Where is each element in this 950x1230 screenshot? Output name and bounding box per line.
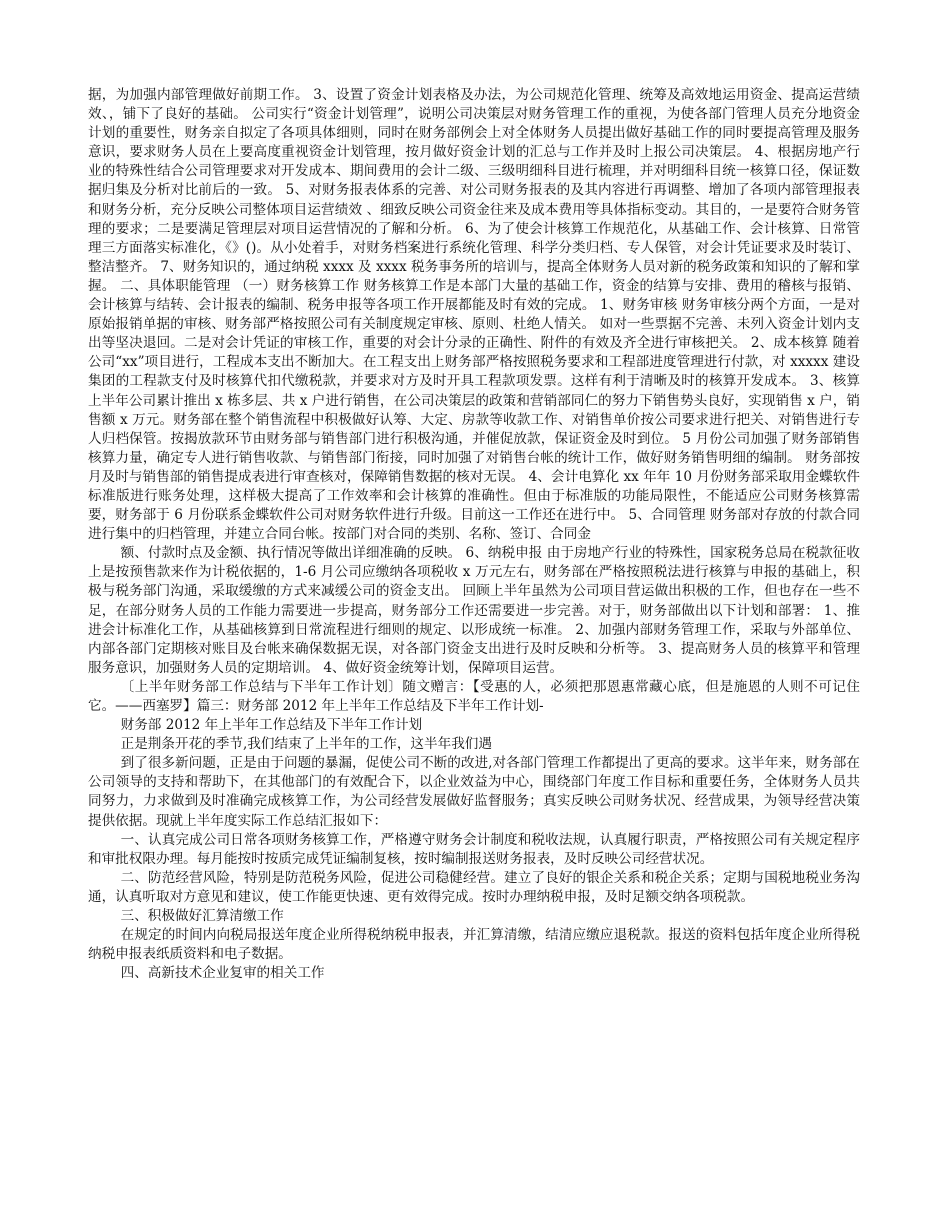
paragraph-intro-line: 正是荆条开花的季节,我们结束了上半年的工作，这半年我们遇 [120, 736, 492, 753]
paragraph-item-1: 一、认真完成公司日常各项财务核算工作，严格遵守财务会计制度和税收法规，认真履行职责，严格按照公司有关规定程序和审批权限办理。每月能按时按质完成凭证编制复核，按时编制报送财务报表，及时反映公司经营状况。 [88, 831, 860, 867]
heading-item-4: 四、高新技术企业复审的相关工作 [120, 965, 325, 982]
section-title: 财务部 2012 年上半年工作总结及下半年工作计划 [120, 717, 423, 734]
paragraph-item-2: 二、防范经营风险，特别是防范税务风险，促进公司稳健经营。建立了良好的银企关系和税企关系；定期与国税地税业务沟通，认真听取对方意见和建议，使工作能更快速、更有效得完成。按时办理纳税申报，及时足额交纳各项税款。 [88, 869, 860, 905]
document-page [88, 86, 860, 983]
heading-item-3: 三、积极做好汇算清缴工作 [120, 908, 284, 925]
paragraph-intro-body: 到了很多新问题，正是由于问题的暴漏，促使公司不断的改进,对各部门管理工作都提出了更高的要求。这半年来，财务部在公司领导的支持和帮助下，在其他部门的有效配合下，以企业效益为中心，围绕部门年度工作目标和重要任务，全体财务人员共同努力，力求做到及时准确完成核算工作，为公司经营发展做好监督服务；真实反映公司财务状况、经营成果，为领导经营决策提供依据。现就上半年度实际工作总结汇报如下： [88, 755, 860, 829]
paragraph-tax-and-plan: 额、付款时点及金额、执行情况等做出详细准确的反映。 6、纳税申报 由于房地产行业的特殊性，国家税务总局在税款征收上是按预售款来作为计税依据的，1-6 月公司应缴纳各项税收 x 万元左右，财务部在严格按照税法进行核算与申报的基础上，积极与税务部门沟通，采取缓缴的方式来减缓公司的资金支出。 回顾上半年虽然为公司项目营运做出积极的工作，但也存在一些不足，在部分财务人员的工作能力需要进一步提高，财务部分工作还需要进一步完善。对于，财务部做出以下计划和部署： 1、推进会计标准化工作，从基础核算到日常流程进行细则的规定、以形成统一标准。 2、加强内部财务管理工作，采取与外部单位、内部各部门定期核对账目及台帐来确保数据无误，对各部门资金支出进行及时反映和分析等。 3、提高财务人员的核算平和管理服务意识，加强财务人员的定期培训。 4、做好资金统筹计划，保障项目运营。 [88, 545, 860, 676]
paragraph-work-summary: 据，为加强内部管理做好前期工作。 3、设置了资金计划表格及办法，为公司规范化管理、统筹及高效地运用资金、提高运营绩效、，铺下了良好的基础。 公司实行“资金计划管理”，说明公司决策层对财务管理工作的重视，为使各部门管理人员充分地资金计划的重要性，财务亲自拟定了各项具体细则，同时在财务部例会上对全体财务人员提出做好基础工作的同时要提高管理及服务意识，要求财务人员在上要高度重视资金计划管理，按月做好资金计划的汇总与工作并及时上报公司决策层。 4、根据房地产行业的特殊性结合公司管理要求对开发成本、期间费用的会计二级、三级明细科目进行梳理，并对明细科目统一核算口径，保证数据归集及分析对比前后的一致。 5、对财务报表体系的完善、对公司财务报表的及其内容进行再调整、增加了各项内部管理报表和财务分析，充分反映公司整体项目运营绩效 、细致反映公司资金往来及成本费用等具体指标变动。其目的，一是要符合财务管理的要求；二是要满足管理层对项目运营情况的了解和分析。 6、为了使会计核算工作规范化，从基础工作、会计核算、日常管理三方面落实标准化，《》()。从小处着手，对财务档案进行系统化管理、科学分类归档、专人保管，对会计凭证要求及时装订、整洁整齐。 7、财务知识的，通过纳税 xxxx 及 xxxx 税务事务所的培训与，提高全体财务人员对新的税务政策和知识的了解和掌握。 二、具体职能管理 （一）财务核算工作 财务核算工作是本部门大量的基础工作，资金的结算与安排、费用的稽核与报销、会计核算与结转、会计报表的编制、税务申报等各项工作开展都能及时有效的完成。 1、财务审核 财务审核分两个方面，一是对原始报销单据的审核、财务部严格按照公司有关制度规定审核、原则、杜绝人情关。 如对一些票据不完善、未列入资金计划内支出等坚决退回。二是对会计凭证的审核工作，重要的对会计分录的正确性、附件的有效及齐全进行审核把关。 2、成本核算 随着公司“xx”项目进行，工程成本支出不断加大。在工程支出上财务部严格按照税务要求和工程部进度管理进行付款，对 xxxxx 建设集团的工程款支付及时核算代扣代缴税款，并要求对方及时开具工程款项发票。这样有利于清晰及时的核算开发成本。 3、核算 上半年公司累计推出 x 栋多层、共 x 户进行销售，在公司决策层的政策和营销部同仁的努力下销售势头良好，实现销售 x 户，销售额 x 万元。财务部在整个销售流程中积极做好认筹、大定、房款等收款工作、对销售单价按公司要求进行把关、对销售进行专人归档保管。按揭放款环节由财务部与销售部门进行积极沟通，并催促放款，保证资金及时到位。 5 月份公司加强了财务部销售核算力量，确定专人进行销售收款、与销售部门衔接，同时加强了对销售台帐的统计工作，做好财务销售明细的编制。 财务部按月及时与销售部的销售提成表进行审查核对，保障销售数据的核对无误。 4、会计电算化 xx 年年 10 月份财务部采取用金蝶软件标准版进行账务处理，这样极大提高了工作效率和会计核算的准确性。但由于标准版的功能局限性，不能适应公司财务核算需要，财务部于 6 月份联系金蝶软件公司对财务软件进行升级。目前这一工作还在进行中。 5、合同管理 财务部对存放的付款合同进行集中的归档管理，并建立合同台帐。按部门对合同的类别、名称、签订、合同金 [88, 87, 860, 543]
paragraph-quote-and-title: 〔上半年财务部工作总结与下半年工作计划〕随文赠言：【受惠的人，必须把那恩惠常藏心底，但是施恩的人则不可记住它。——西塞罗】篇三：财务部 2012 年上半年工作总结及下半年工作计划- [88, 678, 860, 714]
paragraph-item-3: 在规定的时间内向税局报送年度企业所得税纳税申报表，并汇算清缴，结清应缴应退税款。报送的资料包括年度企业所得税纳税申报表纸质资料和电子数据。 [88, 927, 860, 963]
